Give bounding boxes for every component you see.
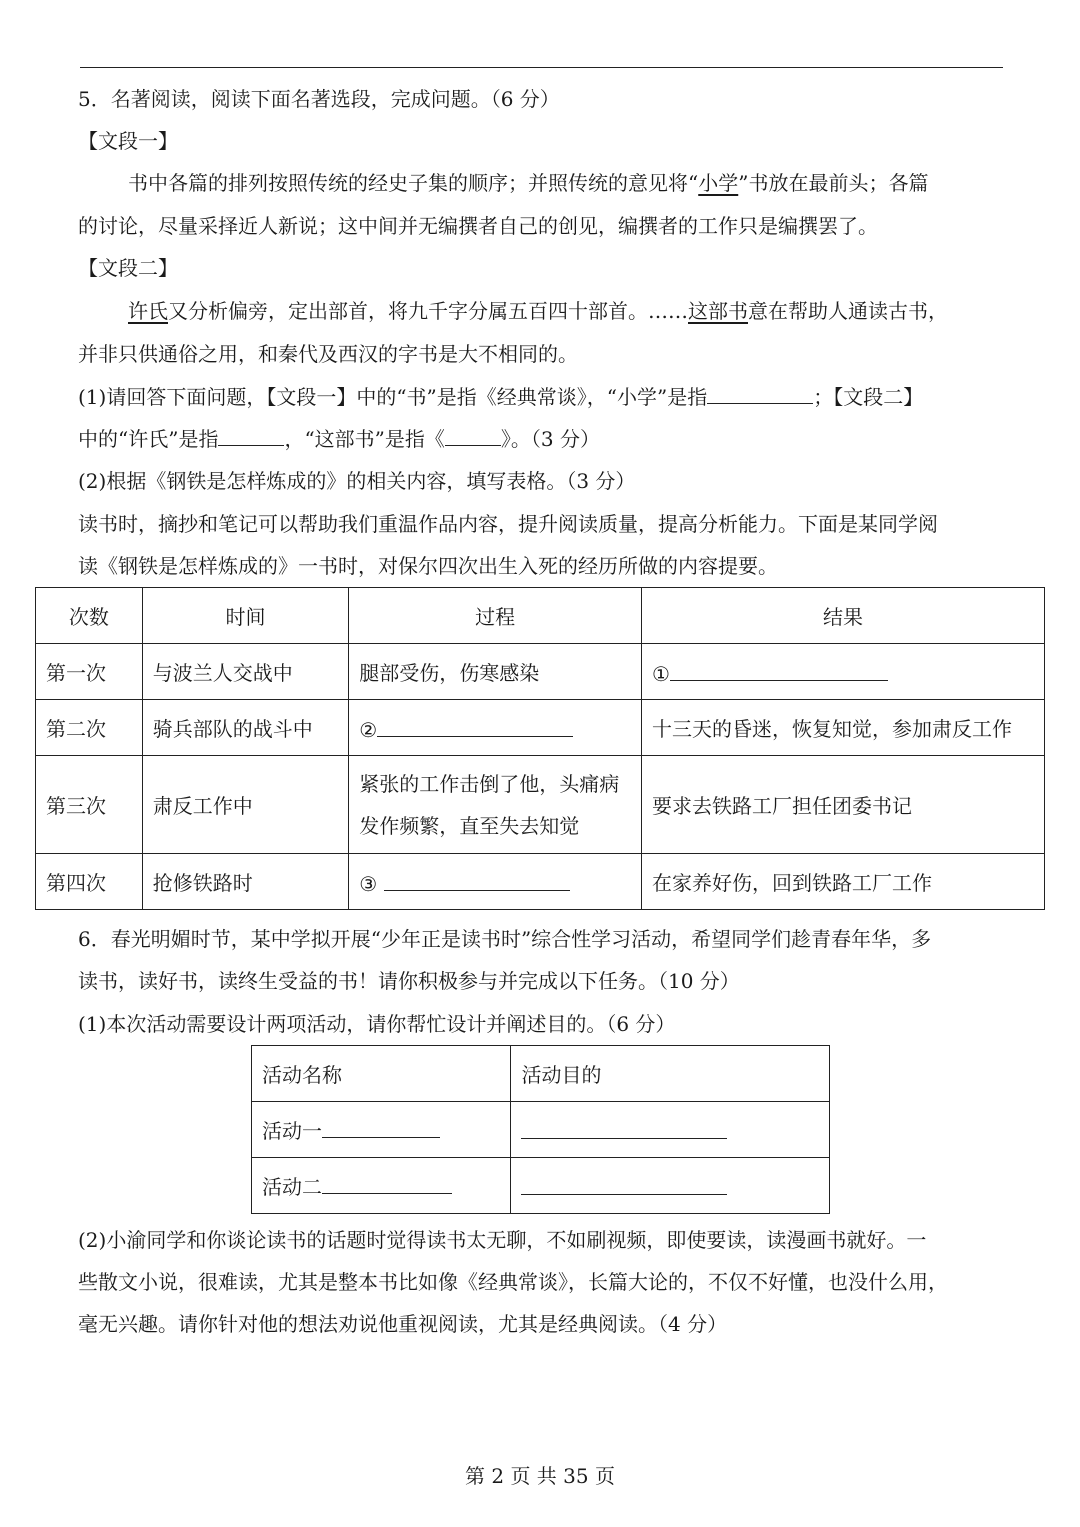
q5-passage1-label: 【文段一】 xyxy=(78,129,178,153)
header-cell: 活动名称 xyxy=(252,1046,511,1102)
time-cell: 与波兰人交战中 xyxy=(142,644,348,700)
q5-sub2-title: (2)根据《钢铁是怎样炼成的》的相关内容，填写表格。（3 分） xyxy=(78,469,636,493)
activity-purpose-cell xyxy=(511,1158,830,1214)
table-row xyxy=(36,700,1045,756)
q5-passage1-line2: 的讨论，尽量采择近人新说；这中间并无编撰者自己的创见，编撰者的工作只是编撰罢了。 xyxy=(78,214,878,238)
underlined-xiaoxue: 小学 xyxy=(698,171,739,195)
table-row xyxy=(252,1102,830,1158)
q5-passage1-line1: 书中各篇的排列按照传统的经史子集的顺序；并照传统的意见将“小学”书放在最前头；各篇 xyxy=(128,171,929,195)
answer-blank[interactable] xyxy=(521,1116,727,1139)
underlined-xushi: 许氏 xyxy=(128,299,168,323)
result-cell: 要求去铁路工厂担任团委书记 xyxy=(642,756,1045,854)
result-cell: ① xyxy=(642,644,1045,700)
q6-sub1: (1)本次活动需要设计两项活动，请你帮忙设计并阐述目的。（6 分） xyxy=(78,1012,676,1036)
time-cell: 抢修铁路时 xyxy=(142,854,348,910)
q6-sub2-line3: 毫无兴趣。请你针对他的想法劝说他重视阅读，尤其是经典阅读。（4 分） xyxy=(78,1312,728,1336)
activity-table xyxy=(251,1045,830,1214)
count-cell: 第二次 xyxy=(36,700,143,756)
q6-line2: 读书，读好书，读终生受益的书！请你积极参与并完成以下任务。（10 分） xyxy=(78,969,740,993)
process-cell: ③ xyxy=(349,854,642,910)
time-cell: 骑兵部队的战斗中 xyxy=(142,700,348,756)
activity-purpose-cell xyxy=(511,1102,830,1158)
page-number: 第 2 页 共 35 页 xyxy=(465,1464,615,1488)
answer-blank[interactable] xyxy=(322,1171,452,1194)
answer-blank[interactable] xyxy=(670,658,888,681)
table-row xyxy=(252,1158,830,1214)
header-cell: 结果 xyxy=(642,588,1045,644)
table-row xyxy=(36,644,1045,700)
header-rule xyxy=(80,67,1003,68)
q6-line1: 6．春光明媚时节，某中学拟开展“少年正是读书时”综合性学习活动，希望同学们趁青春年华，多 xyxy=(78,927,932,951)
table-row xyxy=(36,854,1045,910)
header-cell: 活动目的 xyxy=(511,1046,830,1102)
answer-blank[interactable] xyxy=(377,714,573,737)
header-cell: 时间 xyxy=(142,588,348,644)
q5-sub1-line2: 中的“许氏”是指 ，“这部书”是指《 》。（3 分） xyxy=(78,423,1008,454)
q5-passage2-line2: 并非只供通俗之用，和秦代及西汉的字书是大不相同的。 xyxy=(78,342,578,366)
q5-sub1-line1: (1)请回答下面问题，【文段一】中的“书”是指《经典常谈》，“小学”是指 ；【文段二】 xyxy=(78,381,1008,412)
result-cell: 十三天的昏迷，恢复知觉，参加肃反工作 xyxy=(642,700,1045,756)
q6-sub2-line1: (2)小渝同学和你谈论读书的话题时觉得读书太无聊，不如刷视频，即使要读，读漫画书就好。一 xyxy=(78,1228,927,1252)
activity-name-cell: 活动一 xyxy=(252,1102,511,1158)
q6-sub2-line2: 些散文小说，很难读，尤其是整本书比如像《经典常谈》，长篇大论的，不仅不好懂，也没什么用， xyxy=(78,1270,948,1294)
header-cell: 过程 xyxy=(349,588,642,644)
underlined-zhebushu: 这部书 xyxy=(688,299,748,323)
time-cell: 肃反工作中 xyxy=(142,756,348,854)
paul-experience-table xyxy=(35,587,1045,910)
count-cell: 第四次 xyxy=(36,854,143,910)
process-cell: 紧张的工作击倒了他，头痛病发作频繁，直至失去知觉 xyxy=(349,756,642,854)
q5-passage2-label: 【文段二】 xyxy=(78,256,178,280)
q5-sub2-intro-line1: 读书时，摘抄和笔记可以帮助我们重温作品内容，提升阅读质量，提高分析能力。下面是某同学阅 xyxy=(78,512,938,536)
table-row xyxy=(36,756,1045,854)
count-cell: 第一次 xyxy=(36,644,143,700)
q5-passage2-line1: 许氏又分析偏旁，定出部首，将九千字分属五百四十部首。……这部书意在帮助人通读古书， xyxy=(128,299,948,323)
answer-blank[interactable] xyxy=(445,423,501,446)
process-cell: 腿部受伤，伤寒感染 xyxy=(349,644,642,700)
answer-blank[interactable] xyxy=(384,868,570,891)
q5-title: 5．名著阅读，阅读下面名著选段，完成问题。（6 分） xyxy=(78,87,560,111)
q5-sub2-intro-line2: 读《钢铁是怎样炼成的》一书时，对保尔四次出生入死的经历所做的内容提要。 xyxy=(78,554,778,578)
answer-blank[interactable] xyxy=(521,1172,727,1195)
table-header-row xyxy=(36,588,1045,644)
answer-blank[interactable] xyxy=(218,423,284,446)
answer-blank[interactable] xyxy=(707,381,813,404)
header-cell: 次数 xyxy=(36,588,143,644)
process-cell: ② xyxy=(349,700,642,756)
activity-name-cell: 活动二 xyxy=(252,1158,511,1214)
result-cell: 在家养好伤，回到铁路工厂工作 xyxy=(642,854,1045,910)
count-cell: 第三次 xyxy=(36,756,143,854)
answer-blank[interactable] xyxy=(322,1115,440,1138)
table-header-row xyxy=(252,1046,830,1102)
